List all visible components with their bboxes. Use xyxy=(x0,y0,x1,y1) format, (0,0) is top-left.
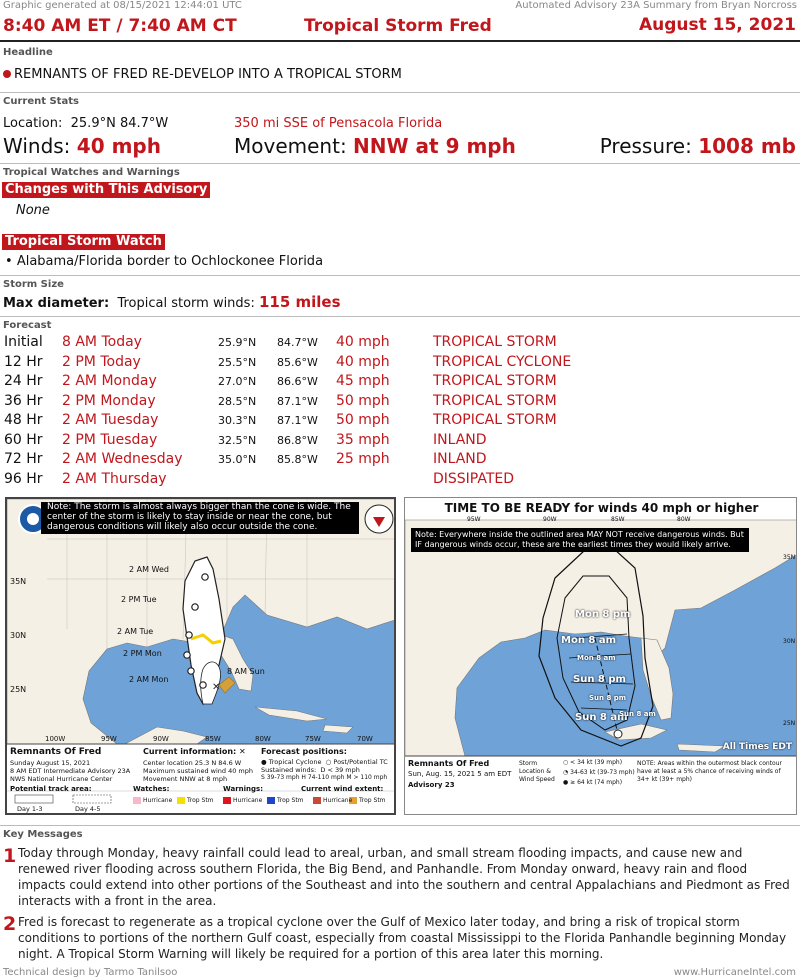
key-message-2-text: Fred is forecast to regenerate as a tropical cyclone over the Gulf of Mexico later today, and bring a risk of tropical storm conditions to portions of the northern Gulf coast, especially from coastal Mississippi to the Florida Panhandle beginning Monday night. A Tropical Storm Warning will likely be required for a portion of this area later this morning. xyxy=(18,915,787,961)
watches-section-label: Tropical Watches and Warnings xyxy=(3,167,180,178)
timing-sun-8am-2: Sun 8 am xyxy=(619,710,656,718)
timing-legend-date: Sun, Aug. 15, 2021 5 am EDT xyxy=(408,770,512,778)
cone-note: Note: The storm is almost always bigger than the cone is wide. The center of the storm is likely to stay inside or near the cone, but dangerous conditions will likely also occur outside the cone. xyxy=(47,502,351,532)
cone-warn-ts: Trop Stm xyxy=(277,797,304,804)
timing-legend-title: Remnants Of Fred xyxy=(408,759,490,768)
forecast-hr-cell: 12 Hr xyxy=(4,353,43,370)
forecast-status-cell: TROPICAL STORM xyxy=(433,392,557,409)
forecast-wind-cell: 35 mph xyxy=(336,431,390,448)
watch-item: • Alabama/Florida border to Ochlockonee Florida xyxy=(5,254,324,269)
pressure-label: Pressure: xyxy=(599,134,692,158)
movement-row xyxy=(234,134,516,158)
timing-map xyxy=(404,497,797,815)
timing-k2: ◔ 34-63 kt (39-73 mph) xyxy=(563,769,635,776)
cone-max-wind: Maximum sustained wind 40 mph xyxy=(143,767,253,775)
cone-legend-nhc: NWS National Hurricane Center xyxy=(10,775,113,783)
winds-row xyxy=(3,134,161,158)
cone-label-2pm-mon: 2 PM Mon xyxy=(123,649,162,658)
advisory-date: August 15, 2021 xyxy=(638,15,796,35)
forecast-lat-cell: 27.0°N xyxy=(218,375,257,388)
forecast-status-cell: INLAND xyxy=(433,431,487,448)
timing-sun-8pm-2: Sun 8 pm xyxy=(589,694,627,702)
advisory-time: 8:40 AM ET / 7:40 AM CT xyxy=(3,16,237,36)
cone-movement: Movement NNW at 8 mph xyxy=(143,775,228,783)
forecast-time-cell: 2 PM Today xyxy=(62,353,141,370)
cone-day45: Day 4-5 xyxy=(75,805,101,813)
key-message-1-number: 1 xyxy=(3,845,17,867)
forecast-time-cell: 2 AM Wednesday xyxy=(62,451,183,467)
timing-legend-adv: Advisory 23 xyxy=(408,781,455,789)
forecast-time-cell: 2 AM Monday xyxy=(62,373,157,389)
cone-lat-30: 30N xyxy=(10,631,27,640)
cone-label-2am-wed: 2 AM Wed xyxy=(129,565,169,574)
forecast-lon-cell: 84.7°W xyxy=(277,336,318,349)
timing-all-times: All Times EDT xyxy=(722,742,792,752)
cone-label-8am-sun: 8 AM Sun xyxy=(227,667,265,676)
svg-text:✕: ✕ xyxy=(212,682,221,693)
forecast-status-cell: TROPICAL STORM xyxy=(433,373,557,389)
forecast-hr-cell: 60 Hr xyxy=(4,431,43,448)
forecast-hr-cell: Initial xyxy=(4,334,43,350)
forecast-wind-cell: 40 mph xyxy=(336,353,390,370)
cone-current-info: Current information: ✕ xyxy=(143,747,246,756)
size-row xyxy=(3,293,341,311)
timing-lon-85: 85W xyxy=(611,516,625,523)
cone-label-2am-mon: 2 AM Mon xyxy=(129,675,169,684)
cone-tc-text: Tropical Cyclone xyxy=(268,758,322,766)
timing-title: TIME TO BE READY for winds 40 mph or higher xyxy=(444,501,759,515)
cone-legend-title: Remnants Of Fred xyxy=(10,747,102,757)
cone-label-2am-tue: 2 AM Tue xyxy=(117,627,154,636)
cone-sustained-scale: S 39-73 mph H 74-110 mph M > 110 mph xyxy=(261,774,388,781)
cone-label-2pm-tue: 2 PM Tue xyxy=(121,595,157,604)
cone-lon-90: 90W xyxy=(153,735,169,743)
forecast-hr-cell: 48 Hr xyxy=(4,412,43,428)
timing-k2-text: 34-63 kt (39-73 mph) xyxy=(570,769,635,776)
forecast-time-cell: 2 AM Tuesday xyxy=(62,412,159,428)
winds-value: 40 mph xyxy=(76,134,161,158)
cone-lon-75: 75W xyxy=(305,735,321,743)
cone-warnings: Warnings: xyxy=(223,785,263,793)
cone-extent-ts: Trop Stm xyxy=(359,797,386,804)
cone-sustained-d: D < 39 mph xyxy=(320,766,360,774)
forecast-hr-cell: 36 Hr xyxy=(4,392,43,409)
key-messages-label: Key Messages xyxy=(3,829,83,840)
cone-extent-hurricane: Hurricane xyxy=(323,797,353,804)
timing-k1-text: < 34 kt (39 mph) xyxy=(570,759,623,766)
cone-legend-adv: 8 AM EDT Intermediate Advisory 23A xyxy=(10,767,131,775)
cone-lat-35: 35N xyxy=(10,577,27,586)
forecast-lat-cell: 28.5°N xyxy=(218,394,257,408)
forecast-wind-cell: 50 mph xyxy=(336,412,390,428)
forecast-time-cell: 8 AM Today xyxy=(62,334,142,350)
cone-day13: Day 1-3 xyxy=(17,805,43,813)
bullet-icon xyxy=(3,70,11,78)
relative-location: 350 mi SSE of Pensacola Florida xyxy=(234,116,443,131)
forecast-wind-cell: 25 mph xyxy=(336,451,390,467)
forecast-hr-cell: 72 Hr xyxy=(4,451,43,467)
forecast-lon-cell: 87.1°W xyxy=(277,394,318,408)
forecast-time-cell: 2 PM Monday xyxy=(62,392,156,409)
forecast-lat-cell: 35.0°N xyxy=(218,453,257,466)
forecast-lat-cell: 30.3°N xyxy=(218,414,257,427)
watch-item-text: Alabama/Florida border to Ochlockonee Florida xyxy=(16,254,324,269)
generated-time: Graphic generated at 08/15/2021 12:44:01 UTC xyxy=(3,0,242,11)
forecast-status-cell: INLAND xyxy=(433,451,487,467)
cone-center-loc: Center location 25.3 N 84.6 W xyxy=(143,759,242,767)
cone-tc-legend: ● Tropical Cyclone ○ Post/Potential TC xyxy=(261,758,388,766)
timing-lat-25: 25N xyxy=(783,720,796,727)
cone-sustained-label: Sustained winds: xyxy=(261,766,317,774)
cone-lon-100: 100W xyxy=(45,735,66,743)
forecast-wind-cell: 50 mph xyxy=(336,392,390,409)
location-label: Location: xyxy=(3,116,63,131)
forecast-hr-cell: 96 Hr xyxy=(4,470,43,487)
timing-note: Note: Everywhere inside the outlined area MAY NOT receive dangerous winds. But IF dangerous winds occur, these are the earliest times they would likely arrive. xyxy=(415,530,744,549)
cone-map xyxy=(5,497,396,815)
timing-mon-8am-2: Mon 8 am xyxy=(577,654,616,662)
timing-lon-90: 90W xyxy=(543,516,557,523)
cone-lat-25: 25N xyxy=(10,685,27,694)
timing-k3: ● ≥ 64 kt (74 mph) xyxy=(563,779,623,786)
timing-storm-loc: Storm Location & Wind Speed xyxy=(519,760,555,783)
timing-k1: ○ < 34 kt (39 mph) xyxy=(563,759,623,766)
cone-lon-85: 85W xyxy=(205,735,221,743)
pressure-row xyxy=(600,134,796,158)
forecast-status-cell: DISSIPATED xyxy=(433,470,515,487)
forecast-lat-cell: 25.5°N xyxy=(218,355,257,369)
key-message-2-number: 2 xyxy=(3,913,17,935)
size-value: 115 miles xyxy=(258,293,341,311)
location-value: 25.9°N 84.7°W xyxy=(70,116,169,131)
timing-k3-text: ≥ 64 kt (74 mph) xyxy=(570,779,623,786)
pressure-value: 1008 mb xyxy=(698,134,796,158)
changes-header: Changes with This Advisory xyxy=(2,182,210,198)
forecast-time-cell: 2 AM Thursday xyxy=(62,470,167,487)
forecast-lon-cell: 85.6°W xyxy=(277,355,318,369)
watch-header: Tropical Storm Watch xyxy=(2,234,165,250)
cone-post-text: Post/Potential TC xyxy=(333,758,388,766)
headline-value: REMNANTS OF FRED RE-DEVELOP INTO A TROPICAL STORM xyxy=(14,67,402,82)
cone-track-area: Potential track area: xyxy=(10,785,92,793)
cone-legend-date: Sunday August 15, 2021 xyxy=(10,759,91,767)
forecast-wind-cell: 40 mph xyxy=(336,334,390,350)
timing-legend-note: NOTE: Areas within the outermost black contour have at least a 5% chance of receiving winds of 34+ kt (39+ mph) xyxy=(637,760,782,783)
forecast-lon-cell: 87.1°W xyxy=(277,414,318,427)
key-message-1-text: Today through Monday, heavy rainfall could lead to areal, urban, and small stream flooding impacts, and cause new and renewed river flooding across southern Florida, the Big Bend, and Panhandle. From Monday onward, heavy rain and flood impacts could extend into other portions of the Southeast and into the southern and central Appalachians and Piedmont as Fred interacts with a front in the area. xyxy=(18,846,790,908)
forecast-status-cell: TROPICAL STORM xyxy=(433,334,557,350)
movement-label: Movement: xyxy=(234,134,347,158)
forecast-section-label: Forecast xyxy=(3,320,52,331)
cone-sustained xyxy=(261,766,360,774)
forecast-hr-cell: 24 Hr xyxy=(4,373,43,389)
forecast-status-cell: TROPICAL CYCLONE xyxy=(433,353,572,370)
timing-mon-8am: Mon 8 am xyxy=(561,635,617,646)
headline-text xyxy=(3,67,402,82)
cone-forecast-positions: Forecast positions: xyxy=(261,747,347,756)
footer-url[interactable]: www.HurricaneIntel.com xyxy=(673,967,796,978)
size-section-label: Storm Size xyxy=(3,279,64,290)
source-credit: Automated Advisory 23A Summary from Bryan Norcross xyxy=(515,0,797,11)
movement-value: NNW at 9 mph xyxy=(353,134,516,158)
headline-section-label: Headline xyxy=(3,47,53,58)
forecast-lat-cell: 25.9°N xyxy=(218,336,257,349)
forecast-time-cell: 2 PM Tuesday xyxy=(62,431,158,448)
forecast-status-cell: TROPICAL STORM xyxy=(433,412,557,428)
page-title: Tropical Storm Fred xyxy=(304,16,492,36)
cone-lon-70: 70W xyxy=(357,735,373,743)
timing-sun-8pm: Sun 8 pm xyxy=(573,674,626,685)
forecast-wind-cell: 45 mph xyxy=(336,373,390,389)
cone-lon-80: 80W xyxy=(255,735,271,743)
timing-mon-8pm: Mon 8 pm xyxy=(575,609,631,620)
cone-wind-extent: Current wind extent: xyxy=(301,785,384,793)
location-row xyxy=(3,116,168,131)
cone-watch-ts: Trop Stm xyxy=(187,797,214,804)
max-diameter-label: Max diameter: xyxy=(3,296,110,311)
timing-lon-95: 95W xyxy=(467,516,481,523)
changes-text: None xyxy=(16,203,50,218)
timing-sun-8am: Sun 8 am xyxy=(575,712,628,723)
forecast-lon-cell: 86.6°W xyxy=(277,375,318,388)
timing-lon-80: 80W xyxy=(677,516,691,523)
timing-lat-35: 35N xyxy=(783,554,796,561)
forecast-lat-cell: 32.5°N xyxy=(218,433,257,447)
size-desc: Tropical storm winds: xyxy=(117,296,255,311)
winds-label: Winds: xyxy=(3,134,71,158)
cone-warn-hurricane: Hurricane xyxy=(233,797,263,804)
timing-lat-30: 30N xyxy=(783,638,796,645)
cone-watch-hurricane: Hurricane xyxy=(143,797,173,804)
forecast-lon-cell: 86.8°W xyxy=(277,433,318,447)
cone-lon-95: 95W xyxy=(101,735,117,743)
forecast-lon-cell: 85.8°W xyxy=(277,453,318,466)
footer-credit: Technical design by Tarmo Tanilsoo xyxy=(3,967,178,978)
title-bar xyxy=(0,12,800,42)
cone-watches: Watches: xyxy=(133,785,170,793)
stats-section-label: Current Stats xyxy=(3,96,79,107)
